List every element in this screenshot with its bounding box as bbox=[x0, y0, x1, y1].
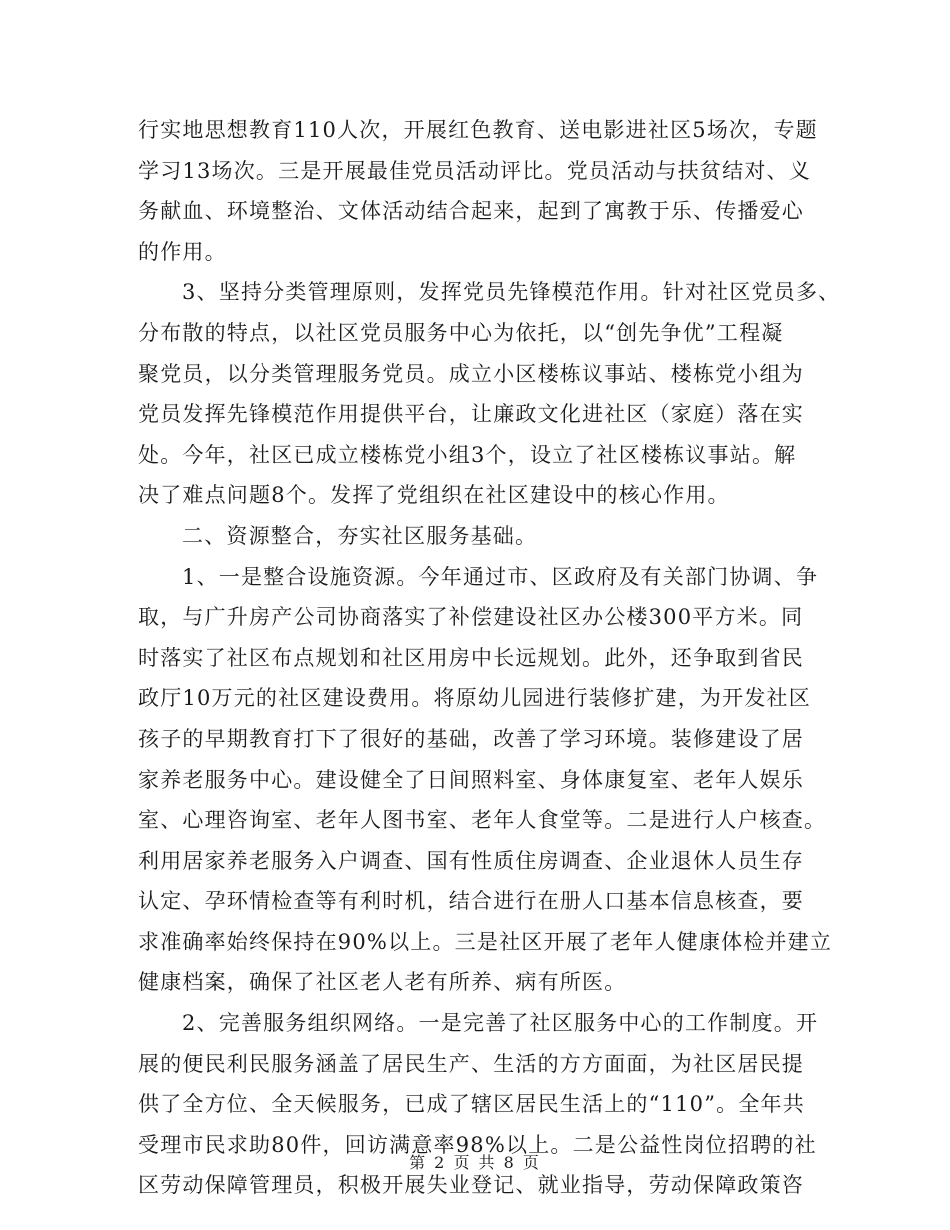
text-line: 聚党员，以分类管理服务党员。成立小区楼栋议事站、楼栋党小组为 bbox=[138, 361, 804, 386]
text-line: 区劳动保障管理员，积极开展失业登记、就业指导，劳动保障政策咨 bbox=[138, 1173, 804, 1198]
text-line: 决了难点问题8个。发挥了党组织在社区建设中的核心作用。 bbox=[138, 483, 730, 508]
paragraph-start: 3、坚持分类管理原则，发挥党员先锋模范作用。针对社区党员多、 bbox=[182, 280, 841, 305]
text-line: 受理市民求助80件，回访满意率98%以上。二是公益性岗位招聘的社 bbox=[138, 1132, 817, 1157]
text-line: 家养老服务中心。建设健全了日间照料室、身体康复室、老年人娱乐 bbox=[138, 767, 804, 792]
body-text bbox=[138, 110, 841, 1206]
paragraph-start: 1、一是整合设施资源。今年通过市、区政府及有关部门协调、争 bbox=[182, 564, 819, 589]
text-line: 的作用。 bbox=[138, 239, 227, 264]
text-line: 供了全方位、全天候服务，已成了辖区居民生活上的“110”。全年共 bbox=[138, 1092, 805, 1117]
text-line: 学习13场次。三是开展最佳党员活动评比。党员活动与扶贫结对、义 bbox=[138, 158, 811, 183]
text-line: 处。今年，社区已成立楼栋党小组3个，设立了社区楼栋议事站。解 bbox=[138, 442, 797, 467]
text-line: 求准确率始终保持在90%以上。三是社区开展了老年人健康体检并建立 bbox=[138, 929, 833, 954]
section-heading: 二、资源整合，夯实社区服务基础。 bbox=[182, 523, 538, 548]
text-line: 政厅10万元的社区建设费用。将原幼儿园进行装修扩建，为开发社区 bbox=[138, 686, 811, 711]
text-line: 认定、孕环情检查等有利时机，结合进行在册人口基本信息核查，要 bbox=[138, 889, 804, 914]
text-line: 取，与广升房产公司协商落实了补偿建设社区办公楼300平方米。同 bbox=[138, 605, 804, 630]
text-line: 孩子的早期教育打下了很好的基础，改善了学习环境。装修建设了居 bbox=[138, 726, 804, 751]
text-line: 利用居家养老服务入户调查、国有性质住房调查、企业退休人员生存 bbox=[138, 848, 804, 873]
text-line: 时落实了社区布点规划和社区用房中长远规划。此外，还争取到省民 bbox=[138, 645, 804, 670]
text-line: 健康档案，确保了社区老人老有所养、病有所医。 bbox=[138, 970, 627, 995]
paragraph-start: 2、完善服务组织网络。一是完善了社区服务中心的工作制度。开 bbox=[182, 1011, 819, 1036]
text-line: 务献血、环境整治、文体活动结合起来，起到了寓教于乐、传播爱心 bbox=[138, 199, 804, 224]
text-line: 党员发挥先锋模范作用提供平台，让廉政文化进社区（家庭）落在实 bbox=[138, 402, 804, 427]
page-number-footer: 第 2 页 共 8 页 bbox=[409, 1153, 541, 1172]
text-line: 室、心理咨询室、老年人图书室、老年人食堂等。二是进行人户核查。 bbox=[138, 808, 827, 833]
text-line: 展的便民利民服务涵盖了居民生产、生活的方方面面，为社区居民提 bbox=[138, 1051, 804, 1076]
text-line: 行实地思想教育110人次，开展红色教育、送电影进社区5场次，专题 bbox=[138, 118, 818, 142]
text-line: 分布散的特点，以社区党员服务中心为依托，以“创先争优”工程凝 bbox=[138, 320, 784, 345]
